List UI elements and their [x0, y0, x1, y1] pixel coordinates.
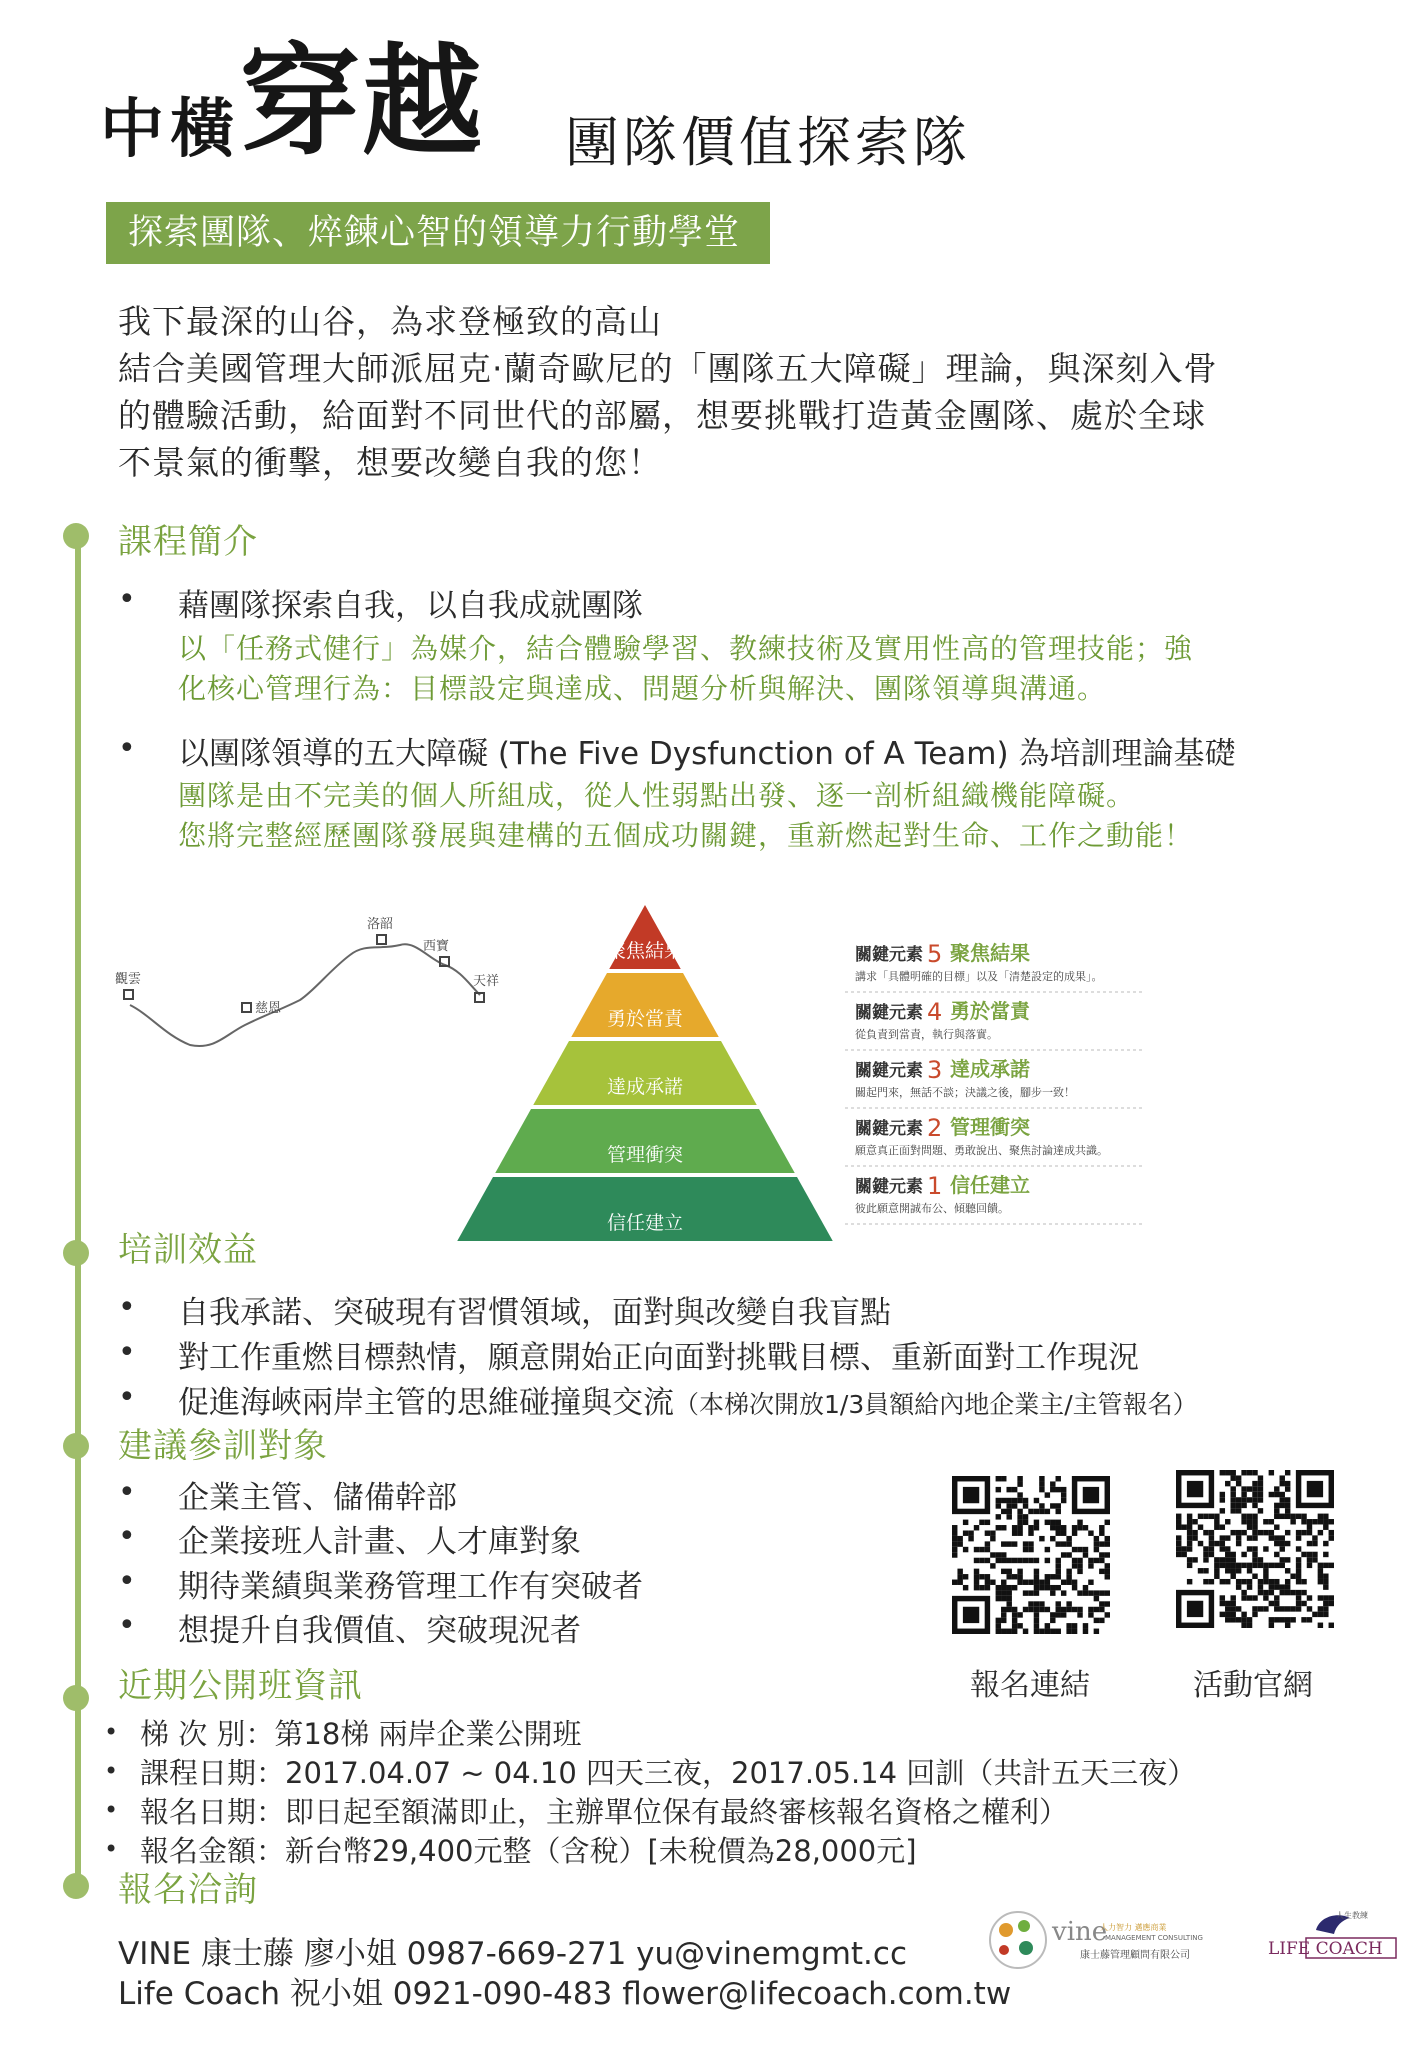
- bullet-dot: •: [118, 1380, 136, 1415]
- class-info-item: 報名金額：新台幣29,400元整（含稅）[未稅價為28,000元]: [140, 1834, 917, 1868]
- key-element-desc: 願意真正面對問題、勇敢說出、聚焦討論達成共識。: [855, 1144, 1108, 1157]
- timeline-dot: [63, 1433, 89, 1459]
- section-heading-audience: 建議參訓對象: [118, 1426, 328, 1466]
- bullet-dot: •: [118, 1290, 136, 1325]
- figure-area: [105, 895, 1165, 1255]
- title-part1: 中橫: [100, 92, 240, 167]
- pyramid-layer-label: 管理衝突: [606, 1144, 684, 1166]
- timeline-line: [75, 535, 81, 1885]
- bullet-dot: •: [104, 1718, 119, 1746]
- audience-item: 想提升自我價值、突破現況者: [178, 1613, 581, 1649]
- website-qr-code[interactable]: [1176, 1470, 1334, 1628]
- website-link-label[interactable]: 活動官網: [1193, 1668, 1313, 1703]
- lifecoach-wordmark: LIFE COACH: [1268, 1939, 1383, 1959]
- section-heading-classinfo: 近期公開班資訊: [118, 1666, 363, 1706]
- banner: 探索團隊、焠鍊心智的領導力行動學堂: [106, 202, 770, 264]
- timeline-dot: [63, 1685, 89, 1711]
- key-element-head: 關鍵元素: [855, 1119, 923, 1139]
- vine-english: MANAGEMENT CONSULTING: [1105, 1934, 1203, 1942]
- course-item-1-line-1: 以「任務式健行」為媒介，結合體驗學習、教練技術及實用性高的管理技能；強: [178, 632, 1194, 665]
- timeline-dot: [63, 1873, 89, 1899]
- map-label: 西寶: [423, 939, 450, 954]
- audience-item: 期待業績與業務管理工作有突破者: [178, 1569, 643, 1605]
- route-map: [115, 916, 499, 1046]
- pyramid-layer-label: 聚焦結果: [606, 940, 684, 962]
- benefit-item: 自我承諾、突破現有習慣領域，面對與改變自我盲點: [178, 1295, 891, 1331]
- class-info-item: 梯 次 別：第18梯 兩岸企業公開班: [140, 1717, 582, 1751]
- timeline-dot: [63, 1240, 89, 1266]
- key-element-name: 達成承諾: [950, 1057, 1030, 1081]
- key-element-desc: 講求「具體明確的目標」以及「清楚設定的成果」。: [855, 970, 1103, 983]
- key-element-number: 5: [927, 940, 943, 968]
- bullet-dot: •: [118, 1519, 136, 1554]
- key-element-list: [845, 940, 1145, 1224]
- key-element-number: 2: [927, 1114, 943, 1142]
- key-element-number: 3: [927, 1056, 943, 1084]
- vine-company: 康士藤管理顧問有限公司: [1080, 1950, 1190, 1961]
- section-heading-course: 課程簡介: [118, 522, 258, 562]
- title-part2: 穿越: [240, 31, 484, 172]
- intro-line-1: 我下最深的山谷，為求登極致的高山: [118, 302, 662, 341]
- key-element-number: 4: [927, 998, 943, 1026]
- timeline-dot: [63, 523, 89, 549]
- key-element-desc: 關起門來，無話不談；決議之後，腳步一致！: [855, 1086, 1075, 1099]
- lifecoach-tagline: 人生教練: [1336, 1911, 1368, 1920]
- pyramid: [457, 905, 833, 1241]
- map-pin-icon: [242, 1003, 251, 1012]
- benefit-item: 對工作重燃目標熱情，願意開始正向面對挑戰目標、重新面對工作現況: [178, 1340, 1139, 1376]
- course-item-1-line-2: 化核心管理行為：目標設定與達成、問題分析與解決、團隊領導與溝通。: [178, 672, 1107, 705]
- contact-line-vine: VINE 康士藤 廖小姐 0987-669-271 yu@vinemgmt.cc: [118, 1936, 907, 1972]
- intro-line-4: 不景氣的衝擊，想要改變自我的您！: [118, 443, 662, 482]
- benefit-item-text: 促進海峽兩岸主管的思維碰撞與交流: [178, 1385, 674, 1421]
- key-element-name: 勇於當責: [950, 999, 1030, 1023]
- class-info-item: 報名日期：即日起至額滿即止，主辦單位保有最終審核報名資格之權利）: [140, 1795, 1069, 1829]
- pyramid-layer-label: 信任建立: [606, 1212, 684, 1234]
- bullet-dot: •: [118, 1608, 136, 1643]
- pyramid-layer-label: 勇於當責: [606, 1008, 684, 1030]
- bullet-dot: •: [118, 1564, 136, 1599]
- intro-line-3: 的體驗活動，給面對不同世代的部屬，想要挑戰打造黃金團隊、處於全球: [118, 396, 1206, 435]
- bullet-dot: •: [118, 1335, 136, 1370]
- intro-line-2: 結合美國管理大師派屈克·蘭奇歐尼的「團隊五大障礙」理論，與深刻入骨: [118, 349, 1218, 388]
- key-element-head: 關鍵元素: [855, 945, 923, 965]
- benefit-note: （本梯次開放1/3員額給內地企業主/主管報名）: [674, 1390, 1198, 1419]
- key-element-desc: 從負責到當責，執行與落實。: [855, 1028, 998, 1041]
- benefit-item-3: [178, 1377, 1198, 1422]
- bullet-dot: •: [118, 582, 136, 617]
- bullet-dot: •: [104, 1835, 119, 1863]
- key-element-name: 管理衝突: [950, 1115, 1030, 1139]
- bullet-dot: •: [118, 1475, 136, 1510]
- map-label: 天祥: [473, 974, 500, 989]
- pyramid-layer-label: 達成承諾: [606, 1076, 684, 1098]
- contact-line-lifecoach: Life Coach 祝小姐 0921-090-483 flower@lifecoach.com.tw: [118, 1976, 1012, 2012]
- map-label: 慈恩: [255, 1001, 282, 1016]
- key-element-head: 關鍵元素: [855, 1061, 923, 1081]
- bullet-dot: •: [118, 731, 136, 766]
- course-item-2-title: 以團隊領導的五大障礙 (The Five Dysfunction of A Team) 為培訓理論基礎: [178, 736, 1236, 772]
- map-label: 洛韶: [367, 917, 394, 932]
- signup-qr-code[interactable]: [952, 1476, 1110, 1634]
- course-item-2-line-2: 您將完整經歷團隊發展與建構的五個成功關鍵，重新燃起對生命、工作之動能！: [178, 819, 1194, 852]
- bullet-dot: •: [104, 1757, 119, 1785]
- bullet-dot: •: [104, 1796, 119, 1824]
- key-element-name: 信任建立: [950, 1173, 1030, 1197]
- class-info-item: 課程日期：2017.04.07 ~ 04.10 四天三夜，2017.05.14 回訓（共計五天三夜）: [140, 1756, 1197, 1790]
- vine-tagline: 人力智力 邁應商業: [1100, 1923, 1167, 1932]
- course-item-1-title: 藉團隊探索自我，以自我成就團隊: [178, 588, 643, 624]
- key-element-desc: 彼此願意開誠布公、傾聽回饋。: [855, 1202, 1009, 1215]
- main-title: [100, 31, 484, 172]
- vine-wordmark: vine: [1052, 1917, 1108, 1947]
- key-element-head: 關鍵元素: [855, 1177, 923, 1197]
- audience-item: 企業主管、儲備幹部: [178, 1480, 457, 1516]
- audience-item: 企業接班人計畫、人才庫對象: [178, 1524, 581, 1560]
- section-heading-contact: 報名洽詢: [118, 1870, 258, 1910]
- key-element-name: 聚焦結果: [950, 941, 1030, 965]
- signup-link-label[interactable]: 報名連結: [970, 1668, 1090, 1703]
- key-element-number: 1: [927, 1172, 943, 1200]
- vine-logo: [980, 1900, 1240, 1980]
- map-pin-icon: [124, 990, 133, 999]
- map-label: 觀雲: [115, 972, 142, 987]
- lifecoach-logo: [1258, 1900, 1398, 1980]
- course-item-2-line-1: 團隊是由不完美的個人所組成，從人性弱點出發、逐一剖析組織機能障礙。: [178, 779, 1136, 812]
- section-heading-benefits: 培訓效益: [118, 1230, 258, 1270]
- map-pin-icon: [377, 935, 386, 944]
- subtitle: 團隊價值探索隊: [565, 111, 971, 174]
- key-element-head: 關鍵元素: [855, 1003, 923, 1023]
